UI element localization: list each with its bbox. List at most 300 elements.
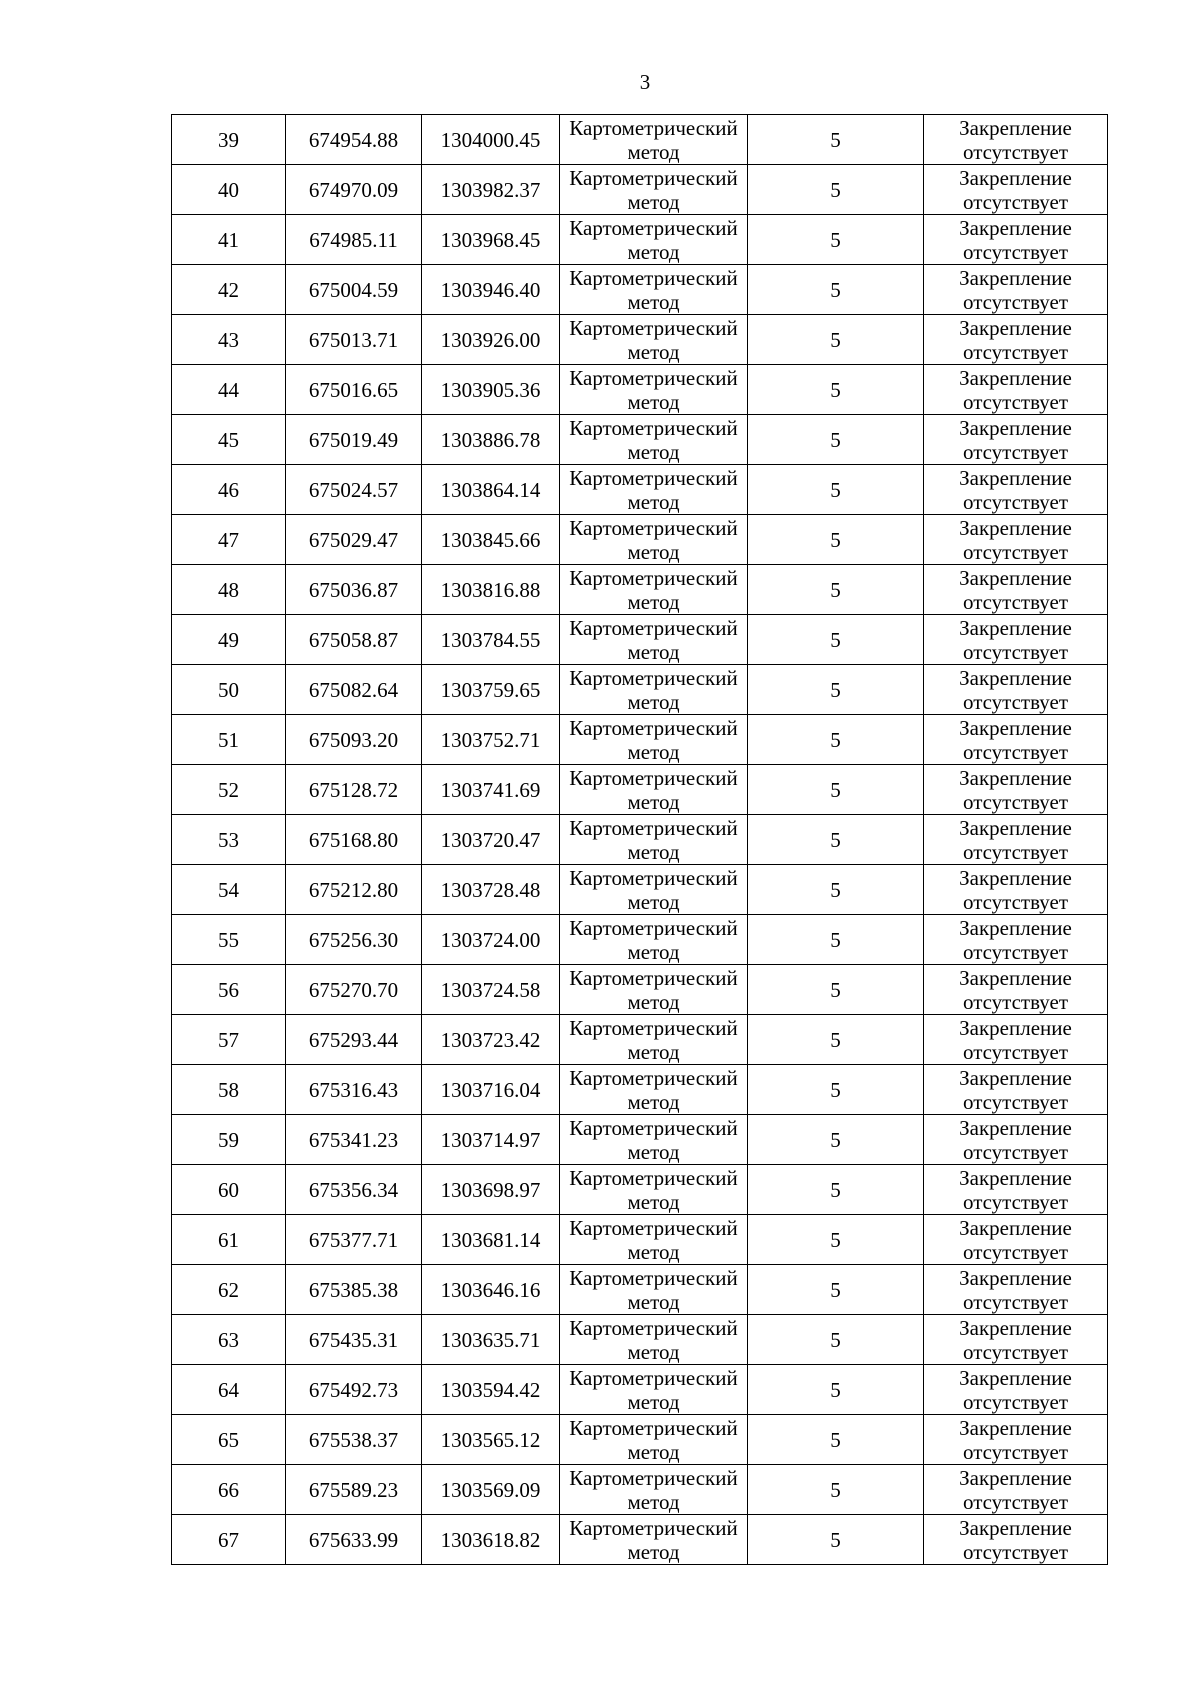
point-number-cell: 58	[172, 1065, 286, 1115]
x-coordinate-cell: 674954.88	[286, 115, 422, 165]
x-coordinate-cell: 675293.44	[286, 1015, 422, 1065]
x-coordinate-cell: 675082.64	[286, 665, 422, 715]
accuracy-cell: 5	[748, 815, 924, 865]
x-coordinate-cell: 675058.87	[286, 615, 422, 665]
fixation-line-2: отсутствует	[962, 939, 1069, 964]
fixation-line-2: отсутствует	[962, 739, 1069, 764]
fixation-cell	[924, 615, 1108, 665]
point-number-cell: 55	[172, 915, 286, 965]
table-row	[172, 215, 1108, 265]
point-number-cell: 62	[172, 1265, 286, 1315]
table-row	[172, 115, 1108, 165]
fixation-cell	[924, 815, 1108, 865]
method-cell	[560, 765, 748, 815]
y-coordinate-cell: 1304000.45	[422, 115, 560, 165]
accuracy-cell: 5	[748, 1415, 924, 1465]
fixation-cell	[924, 1215, 1108, 1265]
fixation-line-2: отсутствует	[962, 439, 1069, 464]
fixation-cell	[924, 965, 1108, 1015]
x-coordinate-cell: 675024.57	[286, 465, 422, 515]
method-line-1: Картометрический	[569, 615, 738, 640]
table-row	[172, 715, 1108, 765]
accuracy-cell: 5	[748, 1515, 924, 1565]
method-line-1: Картометрический	[569, 315, 738, 340]
y-coordinate-cell: 1303864.14	[422, 465, 560, 515]
table-row	[172, 165, 1108, 215]
x-coordinate-cell: 675589.23	[286, 1465, 422, 1515]
method-cell	[560, 365, 748, 415]
fixation-line-1: Закрепление	[959, 715, 1072, 740]
method-line-2: метод	[627, 439, 680, 464]
method-cell	[560, 415, 748, 465]
fixation-line-2: отсутствует	[962, 539, 1069, 564]
point-number-cell: 59	[172, 1115, 286, 1165]
table-row	[172, 465, 1108, 515]
table-row	[172, 1015, 1108, 1065]
fixation-line-1: Закрепление	[959, 1215, 1072, 1240]
accuracy-cell: 5	[748, 1165, 924, 1215]
table-row	[172, 565, 1108, 615]
method-cell	[560, 115, 748, 165]
fixation-line-2: отсутствует	[962, 1389, 1069, 1414]
accuracy-cell: 5	[748, 715, 924, 765]
y-coordinate-cell: 1303845.66	[422, 515, 560, 565]
fixation-line-1: Закрепление	[959, 1515, 1072, 1540]
method-line-2: метод	[627, 539, 680, 564]
fixation-line-1: Закрепление	[959, 615, 1072, 640]
method-cell	[560, 265, 748, 315]
method-cell	[560, 215, 748, 265]
method-cell	[560, 165, 748, 215]
method-cell	[560, 465, 748, 515]
fixation-cell	[924, 1465, 1108, 1515]
method-line-2: метод	[627, 489, 680, 514]
fixation-line-2: отсутствует	[962, 289, 1069, 314]
point-number-cell: 56	[172, 965, 286, 1015]
method-cell	[560, 1415, 748, 1465]
method-line-1: Картометрический	[569, 1315, 738, 1340]
fixation-cell	[924, 1415, 1108, 1465]
accuracy-cell: 5	[748, 1315, 924, 1365]
y-coordinate-cell: 1303714.97	[422, 1115, 560, 1165]
accuracy-cell: 5	[748, 1015, 924, 1065]
x-coordinate-cell: 675004.59	[286, 265, 422, 315]
fixation-line-1: Закрепление	[959, 565, 1072, 590]
method-line-2: метод	[627, 939, 680, 964]
accuracy-cell: 5	[748, 465, 924, 515]
fixation-line-1: Закрепление	[959, 465, 1072, 490]
point-number-cell: 47	[172, 515, 286, 565]
fixation-cell	[924, 565, 1108, 615]
fixation-line-2: отсутствует	[962, 1489, 1069, 1514]
accuracy-cell: 5	[748, 365, 924, 415]
fixation-cell	[924, 1365, 1108, 1415]
method-line-2: метод	[627, 1439, 680, 1464]
accuracy-cell: 5	[748, 665, 924, 715]
table-row	[172, 1165, 1108, 1215]
fixation-cell	[924, 1265, 1108, 1315]
x-coordinate-cell: 675356.34	[286, 1165, 422, 1215]
table-row	[172, 1515, 1108, 1565]
y-coordinate-cell: 1303618.82	[422, 1515, 560, 1565]
fixation-cell	[924, 765, 1108, 815]
accuracy-cell: 5	[748, 565, 924, 615]
accuracy-cell: 5	[748, 615, 924, 665]
fixation-line-2: отсутствует	[962, 1339, 1069, 1364]
fixation-line-2: отсутствует	[962, 989, 1069, 1014]
method-line-1: Картометрический	[569, 1015, 738, 1040]
x-coordinate-cell: 675013.71	[286, 315, 422, 365]
y-coordinate-cell: 1303946.40	[422, 265, 560, 315]
fixation-line-2: отсутствует	[962, 639, 1069, 664]
fixation-line-1: Закрепление	[959, 815, 1072, 840]
point-number-cell: 54	[172, 865, 286, 915]
point-number-cell: 64	[172, 1365, 286, 1415]
x-coordinate-cell: 674970.09	[286, 165, 422, 215]
x-coordinate-cell: 675036.87	[286, 565, 422, 615]
fixation-line-1: Закрепление	[959, 965, 1072, 990]
y-coordinate-cell: 1303635.71	[422, 1315, 560, 1365]
x-coordinate-cell: 675019.49	[286, 415, 422, 465]
x-coordinate-cell: 675168.80	[286, 815, 422, 865]
method-cell	[560, 1065, 748, 1115]
fixation-line-1: Закрепление	[959, 415, 1072, 440]
point-number-cell: 61	[172, 1215, 286, 1265]
accuracy-cell: 5	[748, 1215, 924, 1265]
point-number-cell: 48	[172, 565, 286, 615]
method-line-2: метод	[627, 339, 680, 364]
method-line-2: метод	[627, 1239, 680, 1264]
fixation-cell	[924, 915, 1108, 965]
accuracy-cell: 5	[748, 915, 924, 965]
table-row	[172, 965, 1108, 1015]
fixation-line-1: Закрепление	[959, 1265, 1072, 1290]
method-line-2: метод	[627, 389, 680, 414]
method-line-1: Картометрический	[569, 1115, 738, 1140]
fixation-cell	[924, 315, 1108, 365]
table-row	[172, 1465, 1108, 1515]
method-cell	[560, 965, 748, 1015]
x-coordinate-cell: 675128.72	[286, 765, 422, 815]
fixation-cell	[924, 215, 1108, 265]
y-coordinate-cell: 1303681.14	[422, 1215, 560, 1265]
fixation-cell	[924, 1015, 1108, 1065]
method-cell	[560, 515, 748, 565]
y-coordinate-cell: 1303968.45	[422, 215, 560, 265]
y-coordinate-cell: 1303784.55	[422, 615, 560, 665]
method-line-1: Картометрический	[569, 965, 738, 990]
method-line-1: Картометрический	[569, 1215, 738, 1240]
fixation-cell	[924, 165, 1108, 215]
point-number-cell: 45	[172, 415, 286, 465]
fixation-line-2: отсутствует	[962, 1439, 1069, 1464]
y-coordinate-cell: 1303905.36	[422, 365, 560, 415]
x-coordinate-cell: 675377.71	[286, 1215, 422, 1265]
method-cell	[560, 1265, 748, 1315]
fixation-line-1: Закрепление	[959, 1315, 1072, 1340]
accuracy-cell: 5	[748, 865, 924, 915]
accuracy-cell: 5	[748, 215, 924, 265]
fixation-line-2: отсутствует	[962, 689, 1069, 714]
method-line-1: Картометрический	[569, 1265, 738, 1290]
method-line-2: метод	[627, 189, 680, 214]
point-number-cell: 43	[172, 315, 286, 365]
method-line-1: Картометрический	[569, 815, 738, 840]
method-line-2: метод	[627, 1339, 680, 1364]
fixation-line-1: Закрепление	[959, 1415, 1072, 1440]
table-row	[172, 765, 1108, 815]
table-row	[172, 665, 1108, 715]
accuracy-cell: 5	[748, 115, 924, 165]
method-line-2: метод	[627, 789, 680, 814]
method-line-2: метод	[627, 589, 680, 614]
x-coordinate-cell: 675029.47	[286, 515, 422, 565]
y-coordinate-cell: 1303720.47	[422, 815, 560, 865]
method-line-1: Картометрический	[569, 1465, 738, 1490]
table-row	[172, 1115, 1108, 1165]
fixation-line-1: Закрепление	[959, 515, 1072, 540]
fixation-line-2: отсутствует	[962, 1189, 1069, 1214]
fixation-line-1: Закрепление	[959, 1365, 1072, 1390]
fixation-line-1: Закрепление	[959, 265, 1072, 290]
table-row	[172, 615, 1108, 665]
x-coordinate-cell: 675270.70	[286, 965, 422, 1015]
method-line-2: метод	[627, 239, 680, 264]
x-coordinate-cell: 675435.31	[286, 1315, 422, 1365]
method-cell	[560, 315, 748, 365]
method-line-2: метод	[627, 839, 680, 864]
y-coordinate-cell: 1303886.78	[422, 415, 560, 465]
fixation-line-2: отсутствует	[962, 339, 1069, 364]
point-number-cell: 39	[172, 115, 286, 165]
y-coordinate-cell: 1303565.12	[422, 1415, 560, 1465]
method-line-2: метод	[627, 1139, 680, 1164]
y-coordinate-cell: 1303759.65	[422, 665, 560, 715]
fixation-line-1: Закрепление	[959, 865, 1072, 890]
fixation-cell	[924, 1515, 1108, 1565]
accuracy-cell: 5	[748, 315, 924, 365]
table-row	[172, 265, 1108, 315]
table-row	[172, 515, 1108, 565]
y-coordinate-cell: 1303926.00	[422, 315, 560, 365]
method-line-1: Картометрический	[569, 415, 738, 440]
method-line-2: метод	[627, 1539, 680, 1564]
method-line-1: Картометрический	[569, 1365, 738, 1390]
method-cell	[560, 1015, 748, 1065]
point-number-cell: 41	[172, 215, 286, 265]
fixation-cell	[924, 515, 1108, 565]
fixation-cell	[924, 1065, 1108, 1115]
method-line-2: метод	[627, 689, 680, 714]
point-number-cell: 40	[172, 165, 286, 215]
fixation-cell	[924, 465, 1108, 515]
accuracy-cell: 5	[748, 1265, 924, 1315]
fixation-line-2: отсутствует	[962, 839, 1069, 864]
table-row	[172, 915, 1108, 965]
fixation-cell	[924, 265, 1108, 315]
method-line-2: метод	[627, 1089, 680, 1114]
method-line-2: метод	[627, 139, 680, 164]
table-row	[172, 1365, 1108, 1415]
page-number: 3	[639, 70, 651, 94]
accuracy-cell: 5	[748, 1065, 924, 1115]
y-coordinate-cell: 1303716.04	[422, 1065, 560, 1115]
fixation-cell	[924, 715, 1108, 765]
x-coordinate-cell: 675385.38	[286, 1265, 422, 1315]
fixation-cell	[924, 365, 1108, 415]
point-number-cell: 46	[172, 465, 286, 515]
method-line-1: Картометрический	[569, 915, 738, 940]
method-cell	[560, 1115, 748, 1165]
y-coordinate-cell: 1303698.97	[422, 1165, 560, 1215]
accuracy-cell: 5	[748, 165, 924, 215]
fixation-line-2: отсутствует	[962, 1139, 1069, 1164]
x-coordinate-cell: 675016.65	[286, 365, 422, 415]
accuracy-cell: 5	[748, 515, 924, 565]
y-coordinate-cell: 1303741.69	[422, 765, 560, 815]
x-coordinate-cell: 675093.20	[286, 715, 422, 765]
table-row	[172, 1065, 1108, 1115]
table-row	[172, 315, 1108, 365]
fixation-line-1: Закрепление	[959, 315, 1072, 340]
method-cell	[560, 865, 748, 915]
method-line-1: Картометрический	[569, 715, 738, 740]
fixation-line-1: Закрепление	[959, 765, 1072, 790]
accuracy-cell: 5	[748, 265, 924, 315]
fixation-cell	[924, 865, 1108, 915]
method-line-1: Картометрический	[569, 365, 738, 390]
table-row	[172, 865, 1108, 915]
x-coordinate-cell: 675538.37	[286, 1415, 422, 1465]
method-cell	[560, 1215, 748, 1265]
method-cell	[560, 1365, 748, 1415]
fixation-line-2: отсутствует	[962, 489, 1069, 514]
y-coordinate-cell: 1303569.09	[422, 1465, 560, 1515]
table-row	[172, 1265, 1108, 1315]
accuracy-cell: 5	[748, 1465, 924, 1515]
fixation-line-1: Закрепление	[959, 1015, 1072, 1040]
accuracy-cell: 5	[748, 765, 924, 815]
method-line-2: метод	[627, 1039, 680, 1064]
fixation-line-1: Закрепление	[959, 115, 1072, 140]
accuracy-cell: 5	[748, 965, 924, 1015]
fixation-line-2: отсутствует	[962, 239, 1069, 264]
table-row	[172, 815, 1108, 865]
point-number-cell: 60	[172, 1165, 286, 1215]
point-number-cell: 49	[172, 615, 286, 665]
fixation-line-1: Закрепление	[959, 165, 1072, 190]
coordinates-table	[171, 114, 1108, 1565]
method-line-2: метод	[627, 639, 680, 664]
method-line-2: метод	[627, 289, 680, 314]
method-line-2: метод	[627, 1489, 680, 1514]
fixation-line-1: Закрепление	[959, 665, 1072, 690]
point-number-cell: 44	[172, 365, 286, 415]
fixation-line-2: отсутствует	[962, 589, 1069, 614]
point-number-cell: 52	[172, 765, 286, 815]
method-line-2: метод	[627, 989, 680, 1014]
method-cell	[560, 1165, 748, 1215]
fixation-cell	[924, 665, 1108, 715]
fixation-line-1: Закрепление	[959, 365, 1072, 390]
x-coordinate-cell: 675212.80	[286, 865, 422, 915]
x-coordinate-cell: 675633.99	[286, 1515, 422, 1565]
y-coordinate-cell: 1303724.58	[422, 965, 560, 1015]
y-coordinate-cell: 1303723.42	[422, 1015, 560, 1065]
point-number-cell: 63	[172, 1315, 286, 1365]
point-number-cell: 57	[172, 1015, 286, 1065]
fixation-cell	[924, 1315, 1108, 1365]
coordinates-table-body	[172, 115, 1108, 1565]
method-cell	[560, 1315, 748, 1365]
method-line-1: Картометрический	[569, 665, 738, 690]
method-cell	[560, 615, 748, 665]
fixation-line-2: отсутствует	[962, 789, 1069, 814]
y-coordinate-cell: 1303982.37	[422, 165, 560, 215]
method-cell	[560, 1465, 748, 1515]
method-line-1: Картометрический	[569, 165, 738, 190]
fixation-cell	[924, 1165, 1108, 1215]
method-cell	[560, 815, 748, 865]
fixation-line-1: Закрепление	[959, 1115, 1072, 1140]
accuracy-cell: 5	[748, 1115, 924, 1165]
point-number-cell: 65	[172, 1415, 286, 1465]
method-line-2: метод	[627, 1189, 680, 1214]
method-line-2: метод	[627, 1389, 680, 1414]
method-cell	[560, 665, 748, 715]
table-row	[172, 1315, 1108, 1365]
table-row	[172, 1415, 1108, 1465]
fixation-cell	[924, 415, 1108, 465]
accuracy-cell: 5	[748, 415, 924, 465]
fixation-line-1: Закрепление	[959, 1465, 1072, 1490]
fixation-line-2: отсутствует	[962, 1289, 1069, 1314]
y-coordinate-cell: 1303646.16	[422, 1265, 560, 1315]
method-line-2: метод	[627, 889, 680, 914]
method-cell	[560, 915, 748, 965]
table-row	[172, 415, 1108, 465]
x-coordinate-cell: 675316.43	[286, 1065, 422, 1115]
fixation-cell	[924, 115, 1108, 165]
fixation-line-2: отсутствует	[962, 1089, 1069, 1114]
fixation-line-2: отсутствует	[962, 1039, 1069, 1064]
method-line-1: Картометрический	[569, 115, 738, 140]
method-cell	[560, 1515, 748, 1565]
x-coordinate-cell: 675256.30	[286, 915, 422, 965]
method-line-2: метод	[627, 739, 680, 764]
table-row	[172, 365, 1108, 415]
x-coordinate-cell: 675341.23	[286, 1115, 422, 1165]
point-number-cell: 42	[172, 265, 286, 315]
point-number-cell: 51	[172, 715, 286, 765]
y-coordinate-cell: 1303594.42	[422, 1365, 560, 1415]
fixation-line-2: отсутствует	[962, 389, 1069, 414]
fixation-line-2: отсутствует	[962, 889, 1069, 914]
fixation-line-2: отсутствует	[962, 189, 1069, 214]
y-coordinate-cell: 1303728.48	[422, 865, 560, 915]
method-line-1: Картометрический	[569, 215, 738, 240]
y-coordinate-cell: 1303816.88	[422, 565, 560, 615]
fixation-line-1: Закрепление	[959, 915, 1072, 940]
method-line-1: Картометрический	[569, 1065, 738, 1090]
fixation-line-2: отсутствует	[962, 1239, 1069, 1264]
fixation-line-2: отсутствует	[962, 1539, 1069, 1564]
y-coordinate-cell: 1303752.71	[422, 715, 560, 765]
point-number-cell: 53	[172, 815, 286, 865]
method-line-1: Картометрический	[569, 565, 738, 590]
accuracy-cell: 5	[748, 1365, 924, 1415]
point-number-cell: 50	[172, 665, 286, 715]
